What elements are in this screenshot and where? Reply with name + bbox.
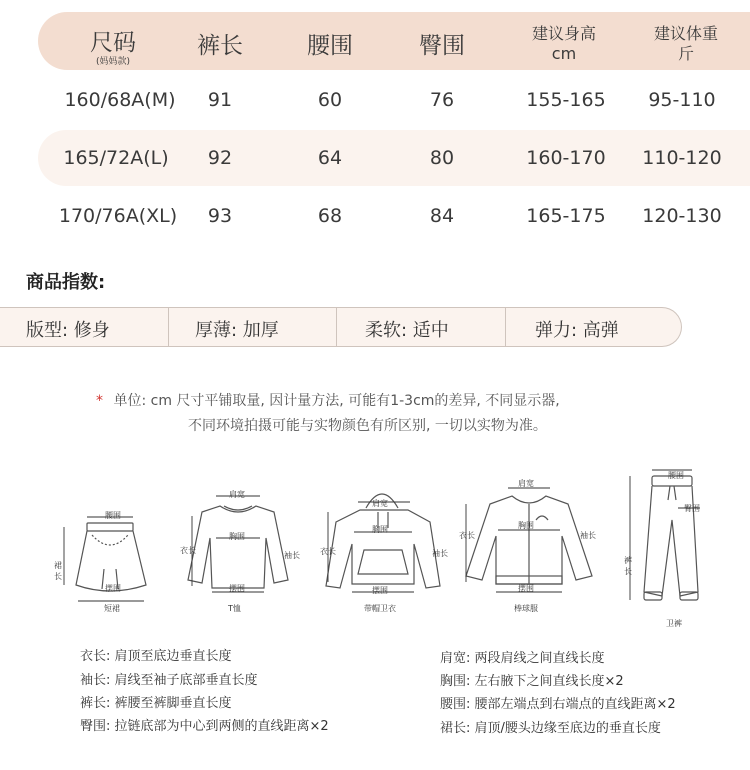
- header-weight-label: 建议体重: [653, 24, 718, 43]
- def-pants-length: 裤长: 裤腰至裤脚垂直长度: [80, 696, 232, 711]
- pants-label-hip: 臀围: [684, 504, 700, 513]
- hoodie-label-sleeve: 袖长: [432, 549, 448, 558]
- attr-divider: [505, 308, 506, 346]
- def-sleeve-length: 袖长: 肩线至袖子底部垂直长度: [80, 673, 258, 688]
- table-cell: 160/68A(M): [64, 89, 176, 111]
- hoodie-label-length: 衣长: [320, 547, 336, 556]
- header-size-label: 尺码: [90, 30, 136, 56]
- header-size-sub: (妈妈款): [95, 57, 131, 67]
- tshirt-label-chest: 胸围: [229, 532, 245, 541]
- attr-elasticity: 弹力: 高弹: [535, 320, 619, 341]
- header-height: [518, 24, 610, 64]
- note-star: *: [96, 393, 103, 409]
- header-pants-length: 裤长: [197, 33, 243, 59]
- table-cell: 165-175: [526, 205, 606, 227]
- skirt-label-waist: 腰围: [105, 511, 121, 520]
- tshirt-label-sleeve: 袖长: [284, 551, 300, 560]
- jacket-label-length: 衣长: [459, 531, 475, 540]
- hoodie-label-hem: 摆围: [372, 586, 388, 595]
- pants-label-length: 裤长: [624, 556, 632, 576]
- header-height-unit: cm: [551, 44, 577, 63]
- tshirt-label-shoulder: 肩宽: [229, 490, 245, 499]
- table-cell: 60: [317, 89, 343, 111]
- header-height-label: 建议身高: [531, 24, 596, 43]
- table-cell: 64: [317, 147, 343, 169]
- skirt-illustration: [52, 505, 162, 615]
- table-cell: 155-165: [526, 89, 606, 111]
- table-cell: 80: [429, 147, 455, 169]
- table-cell: 160-170: [526, 147, 606, 169]
- jacket-label-sleeve: 袖长: [580, 531, 596, 540]
- header-hip: 臀围: [419, 33, 465, 59]
- jacket-label-chest: 胸围: [518, 521, 534, 530]
- hoodie-caption: 带帽卫衣: [364, 604, 396, 613]
- jacket-caption: 棒球服: [514, 604, 538, 613]
- header-weight-unit: 斤: [677, 44, 694, 63]
- table-cell: 93: [207, 205, 233, 227]
- skirt-label-hem: 摆围: [105, 584, 121, 593]
- def-garment-length: 衣长: 肩顶至底边垂直长度: [80, 649, 232, 664]
- sweatpants-illustration: [618, 464, 718, 612]
- product-index-title: 商品指数:: [26, 272, 106, 293]
- header-weight: [640, 24, 732, 64]
- jacket-label-shoulder: 肩宽: [518, 479, 534, 488]
- header-size: [78, 24, 148, 67]
- note-line-1: [96, 390, 560, 410]
- def-shoulder: 肩宽: 两段肩线之间直线长度: [440, 651, 605, 666]
- attr-divider: [336, 308, 337, 346]
- table-cell: 92: [207, 147, 233, 169]
- note-line-2: 不同环境拍摄可能与实物颜色有所区别, 一切以实物为准。: [188, 418, 547, 434]
- table-cell: 120-130: [642, 205, 722, 227]
- table-cell: 84: [429, 205, 455, 227]
- def-hip: 臀围: 拉链底部为中心到两侧的直线距离×2: [80, 719, 329, 734]
- table-cell: 68: [317, 205, 343, 227]
- product-index-bar: [0, 307, 682, 347]
- note-text-1: 单位: cm 尺寸平铺取量, 因计量方法, 可能有1-3cm的差异, 不同显示器,: [113, 393, 560, 409]
- attr-fit: 版型: 修身: [26, 320, 110, 341]
- def-skirt-length: 裙长: 肩顶/腰头边缘至底边的垂直长度: [440, 721, 661, 736]
- hoodie-label-shoulder: 肩宽: [372, 499, 388, 508]
- table-cell: 170/76A(XL): [58, 205, 178, 227]
- attr-softness: 柔软: 适中: [365, 320, 449, 341]
- tshirt-caption: T恤: [228, 604, 241, 613]
- attr-thickness: 厚薄: 加厚: [195, 320, 279, 341]
- def-waist: 腰围: 腰部左端点到右端点的直线距离×2: [440, 697, 676, 712]
- pants-caption: 卫裤: [666, 619, 682, 628]
- jacket-label-hem: 摆围: [518, 584, 534, 593]
- table-cell: 95-110: [648, 89, 716, 111]
- table-cell: 91: [207, 89, 233, 111]
- table-cell: 76: [429, 89, 455, 111]
- pants-label-waist: 腰围: [668, 471, 684, 480]
- attr-divider: [168, 308, 169, 346]
- tshirt-label-hem: 摆围: [229, 584, 245, 593]
- header-waist: 腰围: [307, 33, 353, 59]
- table-cell: 110-120: [642, 147, 722, 169]
- hoodie-label-chest: 胸围: [372, 525, 388, 534]
- def-chest: 胸围: 左右腋下之间直线长度×2: [440, 674, 624, 689]
- skirt-caption: 短裙: [104, 604, 120, 613]
- table-cell: 165/72A(L): [63, 147, 169, 169]
- tshirt-label-length: 衣长: [180, 546, 196, 555]
- skirt-label-length: 裙长: [54, 561, 62, 581]
